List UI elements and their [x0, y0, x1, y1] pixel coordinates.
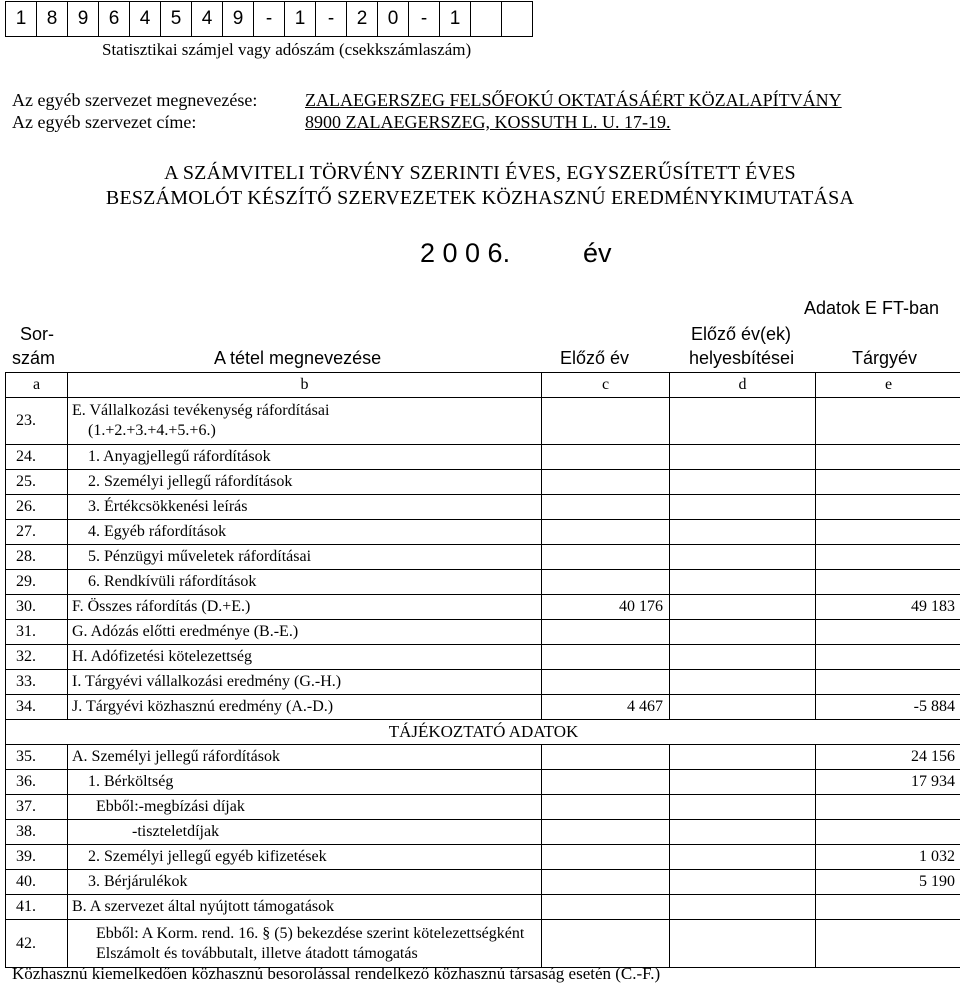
current-year-value	[816, 470, 960, 495]
current-year-value: 5 190	[816, 870, 960, 895]
row-item-name	[68, 795, 542, 820]
row-number: 26.	[6, 495, 68, 520]
row-item-name-line: J. Tárgyévi közhasznú eredmény (A.-D.)	[72, 698, 334, 715]
current-year-value	[816, 670, 960, 695]
tax-id-digit-box: 4	[192, 2, 223, 37]
row-item-name-line: I. Tárgyévi vállalkozási eredmény (G.-H.)	[72, 673, 342, 690]
previous-year-value	[542, 670, 670, 695]
row-item-name-line: 2. Személyi jellegű egyéb kifizetések	[72, 848, 327, 865]
correction-value	[670, 670, 816, 695]
current-year-value	[816, 495, 960, 520]
footer-note: Közhasznú kiemelkedően közhasznú besorolással rendelkező közhasznú társaság esetén (C.-F.)	[12, 964, 661, 983]
row-item-name	[68, 645, 542, 670]
header-current-year: Tárgyév	[852, 348, 918, 368]
tax-id-digit-box: -	[409, 2, 440, 37]
row-number: 42.	[6, 920, 68, 968]
correction-value	[670, 520, 816, 545]
table-row	[6, 820, 960, 845]
current-year-value	[816, 795, 960, 820]
current-year-value: 24 156	[816, 745, 960, 770]
row-number: 31.	[6, 620, 68, 645]
table-row	[6, 545, 960, 570]
correction-value	[670, 820, 816, 845]
table-row	[6, 770, 960, 795]
tax-id-digit-box: 4	[130, 2, 161, 37]
table-row	[6, 570, 960, 595]
tax-id-digit-box: 1	[285, 2, 316, 37]
current-year-value	[816, 820, 960, 845]
table-row	[6, 745, 960, 770]
current-year-value: 49 183	[816, 595, 960, 620]
previous-year-value	[542, 470, 670, 495]
table-row	[6, 470, 960, 495]
previous-year-value	[542, 795, 670, 820]
table-row	[6, 620, 960, 645]
tax-id-digit-box: -	[316, 2, 347, 37]
current-year-value	[816, 445, 960, 470]
row-item-name-line: H. Adófizetési kötelezettség	[72, 648, 252, 665]
row-item-name	[68, 670, 542, 695]
table-row	[6, 795, 960, 820]
row-item-name	[68, 895, 542, 920]
org-address-value: 8900 ZALAEGERSZEG, KOSSUTH L. U. 17-19.	[305, 112, 671, 132]
previous-year-value	[542, 620, 670, 645]
correction-value	[670, 795, 816, 820]
row-item-name	[68, 695, 542, 720]
previous-year-value	[542, 895, 670, 920]
income-statement-table	[5, 372, 960, 968]
row-item-name	[68, 620, 542, 645]
row-item-name	[68, 520, 542, 545]
table-row	[6, 920, 960, 968]
correction-value	[670, 845, 816, 870]
row-item-name-line: 1. Anyagjellegű ráfordítások	[72, 448, 271, 465]
unit-note: Adatok E FT-ban	[804, 298, 940, 318]
previous-year-value	[542, 870, 670, 895]
correction-value	[670, 398, 816, 445]
row-number: 24.	[6, 445, 68, 470]
row-number: 34.	[6, 695, 68, 720]
row-item-name	[68, 820, 542, 845]
previous-year-value	[542, 520, 670, 545]
row-item-name	[68, 570, 542, 595]
row-number: 27.	[6, 520, 68, 545]
table-row	[6, 495, 960, 520]
report-year: 2 0 0 6.	[420, 238, 511, 268]
current-year-value	[816, 895, 960, 920]
correction-value	[670, 770, 816, 795]
current-year-value	[816, 920, 960, 968]
previous-year-value	[542, 495, 670, 520]
row-item-name-line: -tiszteletdíjak	[72, 823, 220, 840]
row-item-name-line: 5. Pénzügyi műveletek ráfordításai	[72, 548, 312, 565]
row-item-name	[68, 495, 542, 520]
previous-year-value	[542, 445, 670, 470]
row-item-name-line: 4. Egyéb ráfordítások	[72, 523, 227, 540]
tax-id-digit-box: 9	[223, 2, 254, 37]
current-year-value: -5 884	[816, 695, 960, 720]
current-year-value: 1 032	[816, 845, 960, 870]
tax-id-digit-box: 9	[68, 2, 99, 37]
row-item-name-line: 3. Bérjárulékok	[72, 873, 188, 890]
header-sor-line1: Sor-	[20, 324, 55, 344]
row-item-name-line: B. A szervezet által nyújtott támogatások	[72, 898, 335, 915]
previous-year-value	[542, 545, 670, 570]
report-title-line2: BESZÁMOLÓT KÉSZÍTŐ SZERVEZETEK KÖZHASZNÚ EREDMÉNYKIMUTATÁSA	[105, 187, 855, 209]
column-letter: c	[542, 373, 670, 398]
org-name-label: Az egyéb szervezet megnevezése:	[12, 90, 258, 110]
row-item-name-line: 2. Személyi jellegű ráfordítások	[72, 473, 293, 490]
row-number: 35.	[6, 745, 68, 770]
row-number: 39.	[6, 845, 68, 870]
row-number: 30.	[6, 595, 68, 620]
correction-value	[670, 870, 816, 895]
current-year-value	[816, 645, 960, 670]
current-year-value	[816, 398, 960, 445]
info-section-header-row	[6, 720, 960, 745]
correction-value	[670, 895, 816, 920]
previous-year-value	[542, 820, 670, 845]
row-item-name-line: 6. Rendkívüli ráfordítások	[72, 573, 257, 590]
correction-value	[670, 470, 816, 495]
current-year-value	[816, 545, 960, 570]
row-number: 23.	[6, 398, 68, 445]
row-item-name	[68, 870, 542, 895]
tax-id-digit-box: 6	[99, 2, 130, 37]
tax-id-digit-box: 1	[440, 2, 471, 37]
correction-value	[670, 695, 816, 720]
table-row	[6, 895, 960, 920]
table-row	[6, 670, 960, 695]
header-corrections-line1: Előző év(ek)	[691, 324, 792, 344]
row-number: 32.	[6, 645, 68, 670]
table-row	[6, 445, 960, 470]
tax-id-digit-box: 2	[347, 2, 378, 37]
org-address-label: Az egyéb szervezet címe:	[12, 112, 197, 132]
report-title-line1: A SZÁMVITELI TÖRVÉNY SZERINTI ÉVES, EGYSZERŰSÍTETT ÉVES	[164, 162, 796, 184]
current-year-value	[816, 620, 960, 645]
tax-id-digit-box	[502, 2, 533, 37]
correction-value	[670, 645, 816, 670]
correction-value	[670, 495, 816, 520]
row-item-name	[68, 845, 542, 870]
current-year-value	[816, 570, 960, 595]
row-item-name	[68, 445, 542, 470]
current-year-value: 17 934	[816, 770, 960, 795]
row-item-name-line: E. Vállalkozási tevékenység ráfordításai	[72, 402, 330, 419]
previous-year-value	[542, 398, 670, 445]
row-item-name-line: Ebből: A Korm. rend. 16. § (5) bekezdése szerint kötelezettségként	[72, 924, 525, 942]
previous-year-value	[542, 920, 670, 968]
previous-year-value	[542, 570, 670, 595]
column-letter-row	[6, 373, 960, 398]
row-item-name-line: A. Személyi jellegű ráfordítások	[72, 748, 280, 765]
previous-year-value	[542, 745, 670, 770]
report-year-suffix: év	[583, 238, 612, 268]
tax-id-boxes	[5, 1, 533, 37]
correction-value	[670, 745, 816, 770]
row-number: 25.	[6, 470, 68, 495]
table-row	[6, 870, 960, 895]
row-number: 38.	[6, 820, 68, 845]
row-number: 41.	[6, 895, 68, 920]
row-item-name-line: G. Adózás előtti eredménye (B.-E.)	[72, 623, 299, 640]
row-item-name	[68, 545, 542, 570]
row-number: 33.	[6, 670, 68, 695]
row-item-name	[68, 770, 542, 795]
header-previous-year: Előző év	[560, 348, 630, 368]
row-item-name	[68, 745, 542, 770]
table-row	[6, 520, 960, 545]
tax-id-digit-box: 8	[37, 2, 68, 37]
previous-year-value: 40 176	[542, 595, 670, 620]
previous-year-value	[542, 645, 670, 670]
tax-id-caption: Statisztikai számjel vagy adószám (csekkszámlaszám)	[102, 40, 472, 59]
row-item-name	[68, 398, 542, 445]
row-item-name	[68, 920, 542, 968]
correction-value	[670, 595, 816, 620]
table-row	[6, 695, 960, 720]
org-name-value: ZALAEGERSZEG FELSŐFOKÚ OKTATÁSÁÉRT KÖZALAPÍTVÁNY	[305, 90, 842, 110]
row-number: 40.	[6, 870, 68, 895]
row-number: 37.	[6, 795, 68, 820]
table-row	[6, 595, 960, 620]
previous-year-value: 4 467	[542, 695, 670, 720]
current-year-value	[816, 520, 960, 545]
row-item-name	[68, 595, 542, 620]
row-item-name-line: Elszámolt és továbbutalt, illetve átadott támogatás	[72, 944, 418, 962]
tax-id-digit-box: 5	[161, 2, 192, 37]
tax-id-digit-box: 1	[6, 2, 37, 37]
row-number: 36.	[6, 770, 68, 795]
row-item-name-line: Ebből:-megbízási díjak	[72, 798, 245, 815]
correction-value	[670, 545, 816, 570]
row-item-name-line: 1. Bérköltség	[72, 773, 174, 790]
correction-value	[670, 445, 816, 470]
header-sor-line2: szám	[12, 348, 56, 368]
table-row	[6, 845, 960, 870]
correction-value	[670, 620, 816, 645]
column-letter: b	[68, 373, 542, 398]
header-corrections-line2: helyesbítései	[689, 348, 795, 368]
tax-id-digit-box: -	[254, 2, 285, 37]
table-row	[6, 645, 960, 670]
tax-id-digit-box	[471, 2, 502, 37]
column-letter: a	[6, 373, 68, 398]
column-letter: d	[670, 373, 816, 398]
previous-year-value	[542, 845, 670, 870]
correction-value	[670, 920, 816, 968]
previous-year-value	[542, 770, 670, 795]
row-item-name-line: 3. Értékcsökkenési leírás	[72, 498, 248, 515]
column-letter: e	[816, 373, 960, 398]
tax-id-digit-box: 0	[378, 2, 409, 37]
header-item-name: A tétel megnevezése	[214, 348, 382, 368]
row-item-name	[68, 470, 542, 495]
info-section-header: TÁJÉKOZTATÓ ADATOK	[6, 720, 960, 745]
row-item-name-line: F. Összes ráfordítás (D.+E.)	[72, 598, 251, 615]
row-item-name-line: (1.+2.+3.+4.+5.+6.)	[72, 422, 216, 439]
row-number: 29.	[6, 570, 68, 595]
row-number: 28.	[6, 545, 68, 570]
correction-value	[670, 570, 816, 595]
table-row	[6, 398, 960, 445]
